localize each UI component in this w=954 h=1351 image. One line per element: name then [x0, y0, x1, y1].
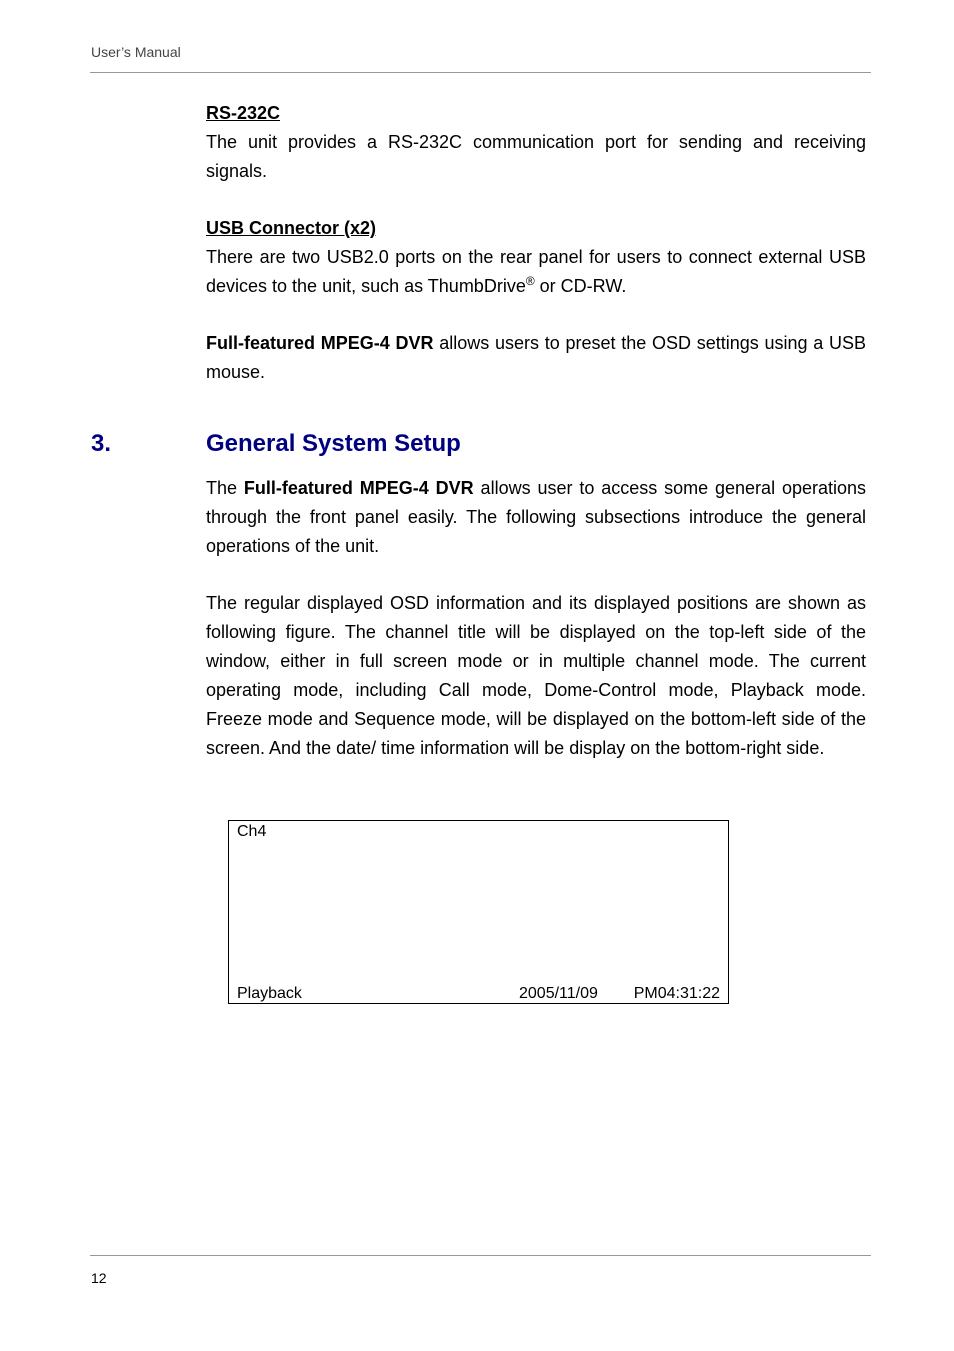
usb-section: [206, 214, 866, 301]
section-number: 3.: [91, 430, 112, 457]
intro-prefix: The: [206, 478, 244, 498]
mouse-text: allows users to preset the OSD settings using a USB mouse.: [206, 333, 866, 382]
page-number: 12: [91, 1270, 107, 1286]
osd-paragraph: The regular displayed OSD information and its displayed positions are shown as following figure. The channel title will be displayed on the top-left side of the window, either in full screen mode or in multiple channel mode. The current operating mode, including Call mode, Dome-Control mode, Playback mode. Freeze mode and Sequence mode, will be displayed on the bottom-left side of the screen. And the date/ time information will be display on the bottom-right side.: [206, 593, 866, 758]
mouse-paragraph: [206, 329, 866, 387]
section-intro: [206, 474, 866, 561]
osd-mode-label: Playback: [237, 985, 302, 1002]
header-divider: [90, 72, 871, 73]
footer-divider: [90, 1255, 871, 1256]
rs232-text: The unit provides a RS-232C communication port for sending and receiving signals.: [206, 132, 866, 181]
rs232-section: [206, 99, 866, 186]
product-name: Full-featured MPEG-4 DVR: [206, 333, 434, 353]
usb-heading: USB Connector (x2): [206, 218, 377, 238]
osd-date: 2005/11/09: [519, 985, 598, 1002]
intro-rest: allows user to access some general operations through the front panel easily. The following subsections introduce the general operations of the unit.: [206, 478, 866, 556]
usb-text-end: or CD-RW.: [534, 276, 627, 296]
registered-mark: ®: [525, 274, 535, 288]
usb-text-main: There are two USB2.0 ports on the rear panel for users to connect external USB devices to the unit, such as ThumbDrive: [206, 247, 866, 296]
section-title: General System Setup: [206, 430, 461, 457]
running-header: User’s Manual: [91, 44, 181, 60]
usb-text: [206, 243, 866, 301]
rs232-heading: RS-232C: [206, 103, 281, 123]
osd-description: [206, 589, 866, 763]
osd-time: PM04:31:22: [633, 985, 720, 1002]
osd-channel-title: Ch4: [237, 823, 267, 840]
intro-product-name: Full-featured MPEG-4 DVR: [243, 478, 474, 498]
osd-figure: [228, 820, 729, 1004]
